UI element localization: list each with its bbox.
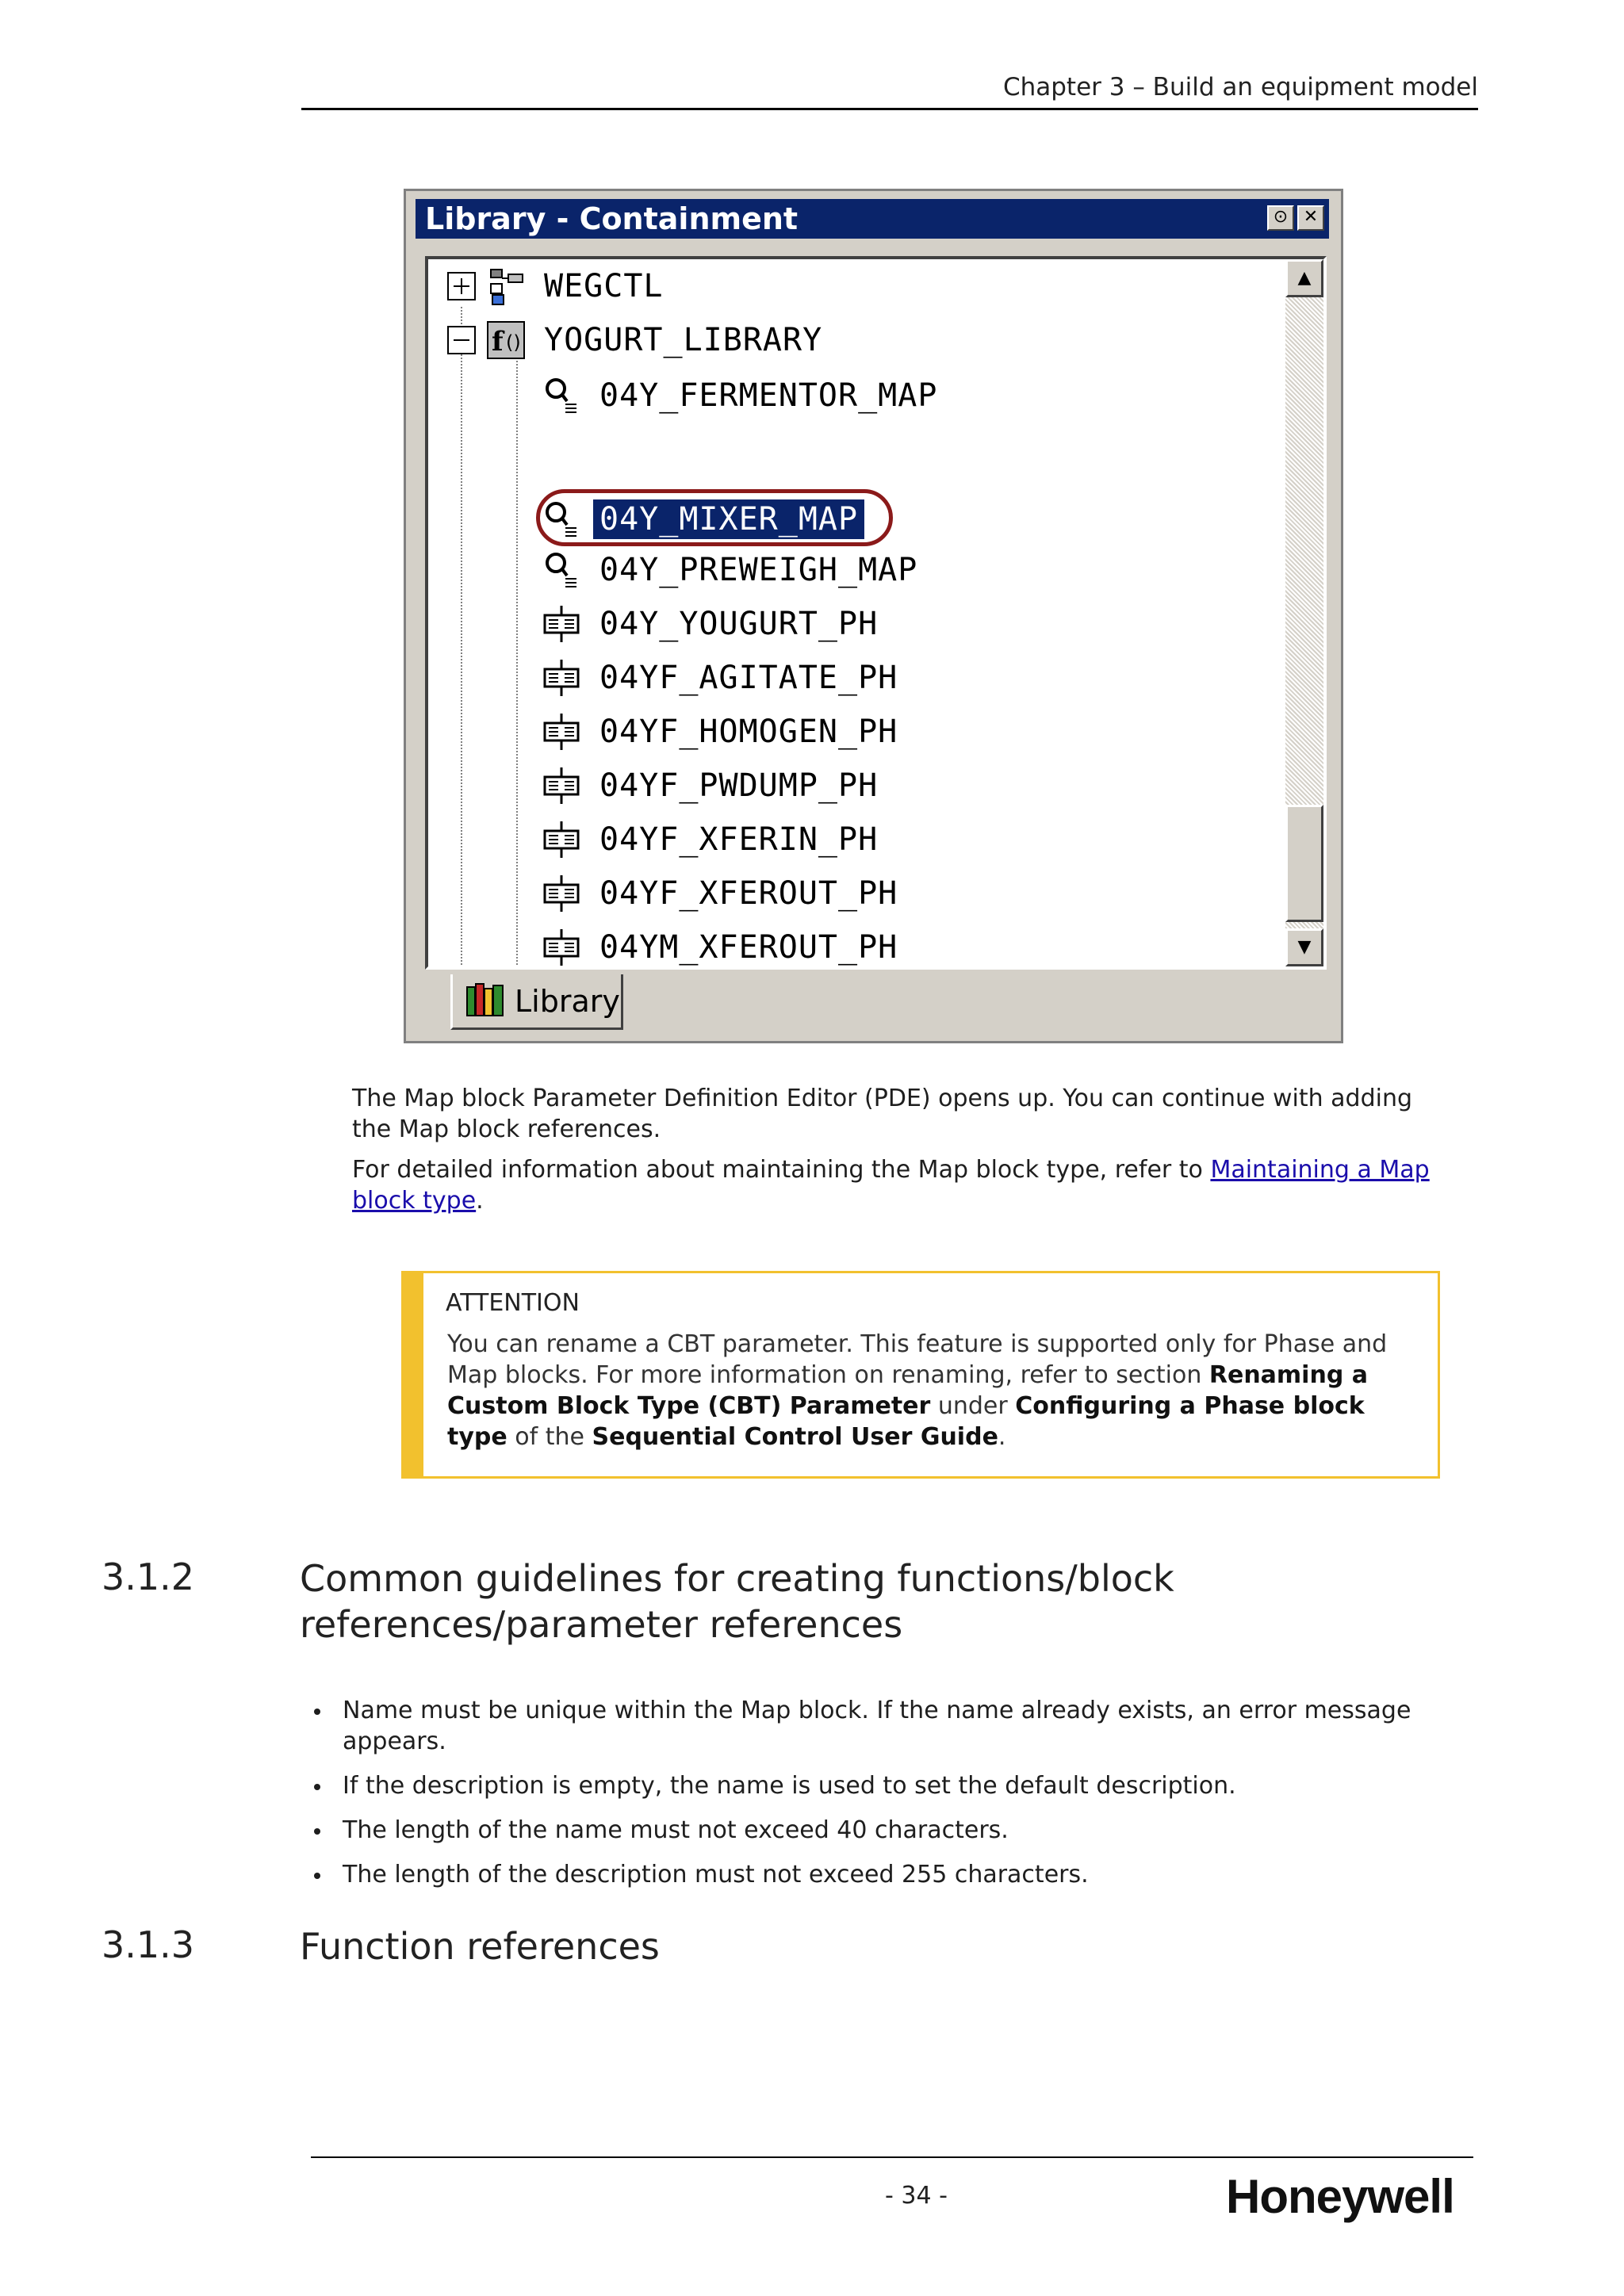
tree-item-label: 04YM_XFEROUT_PH xyxy=(599,929,898,966)
tree-item[interactable] xyxy=(539,372,944,419)
controller-icon xyxy=(484,264,528,308)
vertical-scrollbar[interactable] xyxy=(1285,259,1323,966)
honeywell-logo: Honeywell xyxy=(1226,2170,1454,2223)
attention-bold: Sequential Control User Guide xyxy=(592,1423,998,1451)
attention-title: ATTENTION xyxy=(446,1289,580,1317)
tab-library[interactable] xyxy=(450,974,623,1030)
map-block-icon xyxy=(539,373,584,418)
tree-connector xyxy=(516,339,518,965)
chapter-title: Chapter 3 – Build an equipment model xyxy=(1002,73,1478,101)
collapse-toggle-icon[interactable] xyxy=(447,326,476,354)
header-rule xyxy=(301,108,1478,110)
section-number: 3.1.3 xyxy=(102,1923,195,1966)
map-block-icon xyxy=(539,548,584,592)
phase-block-icon xyxy=(539,817,584,862)
attention-body xyxy=(447,1329,1415,1452)
page-number: - 34 - xyxy=(885,2182,948,2210)
tree-item[interactable] xyxy=(539,708,904,756)
tree-item-label: YOGURT_LIBRARY xyxy=(544,322,823,358)
tree-item-label: 04Y_FERMENTOR_MAP xyxy=(599,377,938,414)
svg-text:(): () xyxy=(506,331,521,354)
tree-item-label: 04YF_XFERIN_PH xyxy=(599,821,879,858)
guidelines-list xyxy=(311,1695,1437,1904)
window-titlebar xyxy=(416,199,1329,239)
phase-block-icon xyxy=(539,763,584,808)
section-number: 3.1.2 xyxy=(102,1556,195,1598)
svg-text:f: f xyxy=(492,326,504,358)
attention-text: of the xyxy=(507,1423,592,1451)
scroll-down-icon[interactable]: ▼ xyxy=(1285,928,1323,966)
tree-item[interactable] xyxy=(539,870,904,917)
phase-block-icon xyxy=(539,871,584,916)
tree-item-yogurt-library[interactable] xyxy=(484,316,829,364)
tree-item-wegctl[interactable] xyxy=(484,262,670,310)
tree-item-label: 04Y_MIXER_MAP xyxy=(593,499,864,539)
tree-item-label: WEGCTL xyxy=(544,268,664,304)
tree-item-label: 04YF_XFEROUT_PH xyxy=(599,875,898,912)
library-containment-window xyxy=(404,189,1343,1043)
function-library-icon xyxy=(484,318,528,362)
attention-text: . xyxy=(998,1423,1006,1451)
phase-block-icon xyxy=(539,656,584,700)
expand-toggle-icon[interactable] xyxy=(447,272,476,300)
tree-item-label: 04YF_HOMOGEN_PH xyxy=(599,714,898,750)
tree-item-label: 04YF_PWDUMP_PH xyxy=(599,767,879,804)
scrollbar-thumb[interactable] xyxy=(1285,805,1323,922)
paragraph-refer xyxy=(352,1154,1446,1216)
section-title: Common guidelines for creating functions/block references/parameter references xyxy=(300,1557,1174,1646)
close-icon[interactable]: ✕ xyxy=(1297,205,1324,231)
list-item: The length of the name must not exceed 40 characters. xyxy=(311,1815,1437,1846)
attention-callout xyxy=(401,1271,1440,1479)
tree-item[interactable] xyxy=(539,816,884,863)
maintaining-map-block-link[interactable]: Maintaining a Map block type xyxy=(352,1156,1430,1215)
paragraph-pde: The Map block Parameter Definition Editor (PDE) opens up. You can continue with adding the Map block references. xyxy=(352,1085,1413,1143)
attention-bold: Renaming a Custom Block Type (CBT) Parameter xyxy=(447,1361,1368,1420)
paragraph-text: For detailed information about maintaining the Map block type, refer to xyxy=(352,1156,1211,1184)
footer-rule xyxy=(311,2156,1473,2158)
tree-item[interactable] xyxy=(539,762,884,809)
tree-item-selected[interactable] xyxy=(539,496,864,543)
attention-text: You can rename a CBT parameter. This feature is supported only for Phase and Map blocks. For more information on renaming, refer to section xyxy=(447,1330,1388,1389)
tree-item[interactable] xyxy=(539,654,904,702)
phase-block-icon xyxy=(539,925,584,970)
list-item: The length of the description must not exceed 255 characters. xyxy=(311,1859,1437,1890)
pin-icon[interactable]: ⊙ xyxy=(1267,205,1294,231)
list-item: Name must be unique within the Map block. If the name already exists, an error message appears. xyxy=(311,1695,1437,1757)
phase-block-icon xyxy=(539,602,584,646)
tree-view[interactable] xyxy=(425,256,1327,970)
tree-connector xyxy=(461,307,462,965)
phase-block-icon xyxy=(539,710,584,754)
tree-item[interactable] xyxy=(539,546,924,594)
attention-bold: Configuring a Phase block type xyxy=(447,1392,1365,1451)
tree-item-label: 04Y_PREWEIGH_MAP xyxy=(599,552,918,588)
list-item: If the description is empty, the name is used to set the default description. xyxy=(311,1770,1437,1801)
tree-item[interactable] xyxy=(539,924,904,970)
scroll-up-icon[interactable]: ▲ xyxy=(1285,259,1323,297)
tree-item[interactable] xyxy=(539,600,884,648)
tree-item-label: 04Y_YOUGURT_PH xyxy=(599,606,879,642)
library-books-icon xyxy=(465,982,507,1020)
window-title: Library - Containment xyxy=(425,201,799,236)
tab-label: Library xyxy=(515,983,620,1019)
tree-item-label: 04YF_AGITATE_PH xyxy=(599,660,898,696)
section-title: Function references xyxy=(300,1925,660,1968)
attention-text: under xyxy=(930,1392,1016,1420)
paragraph-text: . xyxy=(476,1187,484,1215)
map-block-icon xyxy=(539,497,584,541)
